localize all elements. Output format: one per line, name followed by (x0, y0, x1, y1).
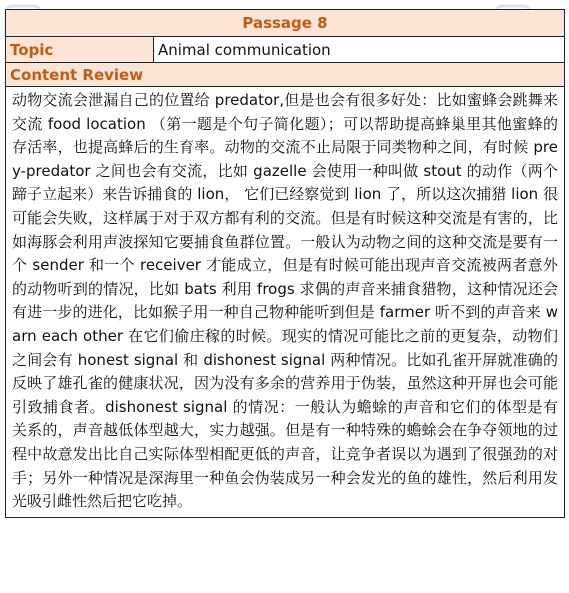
passage-title: Passage 8 (6, 10, 565, 37)
passage-title-row (6, 10, 565, 37)
content-body-row (6, 87, 565, 518)
content-review-text: 动物交流会泄漏自己的位置给 predator,但是也会有很多好处：比如蜜蜂会跳舞来交流 food location （第一题是个句子简化题）；可以帮助提高蜂巢里其他蜜蜂的存活率，也提高蜂后的生育率。动物的交流不止局限于同类物种之间，有时候 prey-predator 之间也会有交流，比如 gazelle 会使用一种叫做 stout 的动作（两个蹄子立起来）来告诉捕食的 lion， 它们已经察觉到 lion 了，所以这次捕猎 lion 很可能会失败，这样属于对于双方都有利的交流。但是有时候这种交流是有害的，比如海豚会利用声波探知它要捕食鱼群位置。一般认为动物之间的这种交流是要有一个 sender 和一个 receiver 才能成立，但是有时候可能出现声音交流被两者意外的动物听到的情况，比如 bats 利用 frogs 求偶的声音来捕食猎物，这种情况还会有进一步的进化，比如猴子用一种自己物种能听到但是 farmer 听不到的声音来 warn each other 在它们偷庄稼的时候。现实的情况可能比之前的更复杂，动物们之间会有 honest signal 和 dishonest signal 两种情况。比如孔雀开屏就准确的反映了雄孔雀的健康状况，因为没有多余的营养用于伪装，虽然这种开屏也会可能引致捕食者。dishonest signal 的情况：一般认为蟾蜍的声音和它们的体型是有关系的，声音越低体型越大，实力越强。但是有一种特殊的蟾蜍会在争夺领地的过程中故意发出比自己实际体型相配更低的声音，让竞争者误以为遇到了很强劲的对手；另外一种情况是深海里一种鱼会伪装成另一种会发光的鱼的雄性，然后利用发光吸引雌性然后把它吃掉。 (12, 91, 558, 511)
content-review-row (6, 63, 565, 87)
content-review-label: Content Review (6, 63, 565, 87)
topic-row (6, 37, 565, 63)
passage-table (5, 9, 565, 518)
topic-value: Animal communication (154, 37, 565, 63)
content-body-cell (6, 87, 565, 518)
topic-label: Topic (6, 37, 154, 63)
